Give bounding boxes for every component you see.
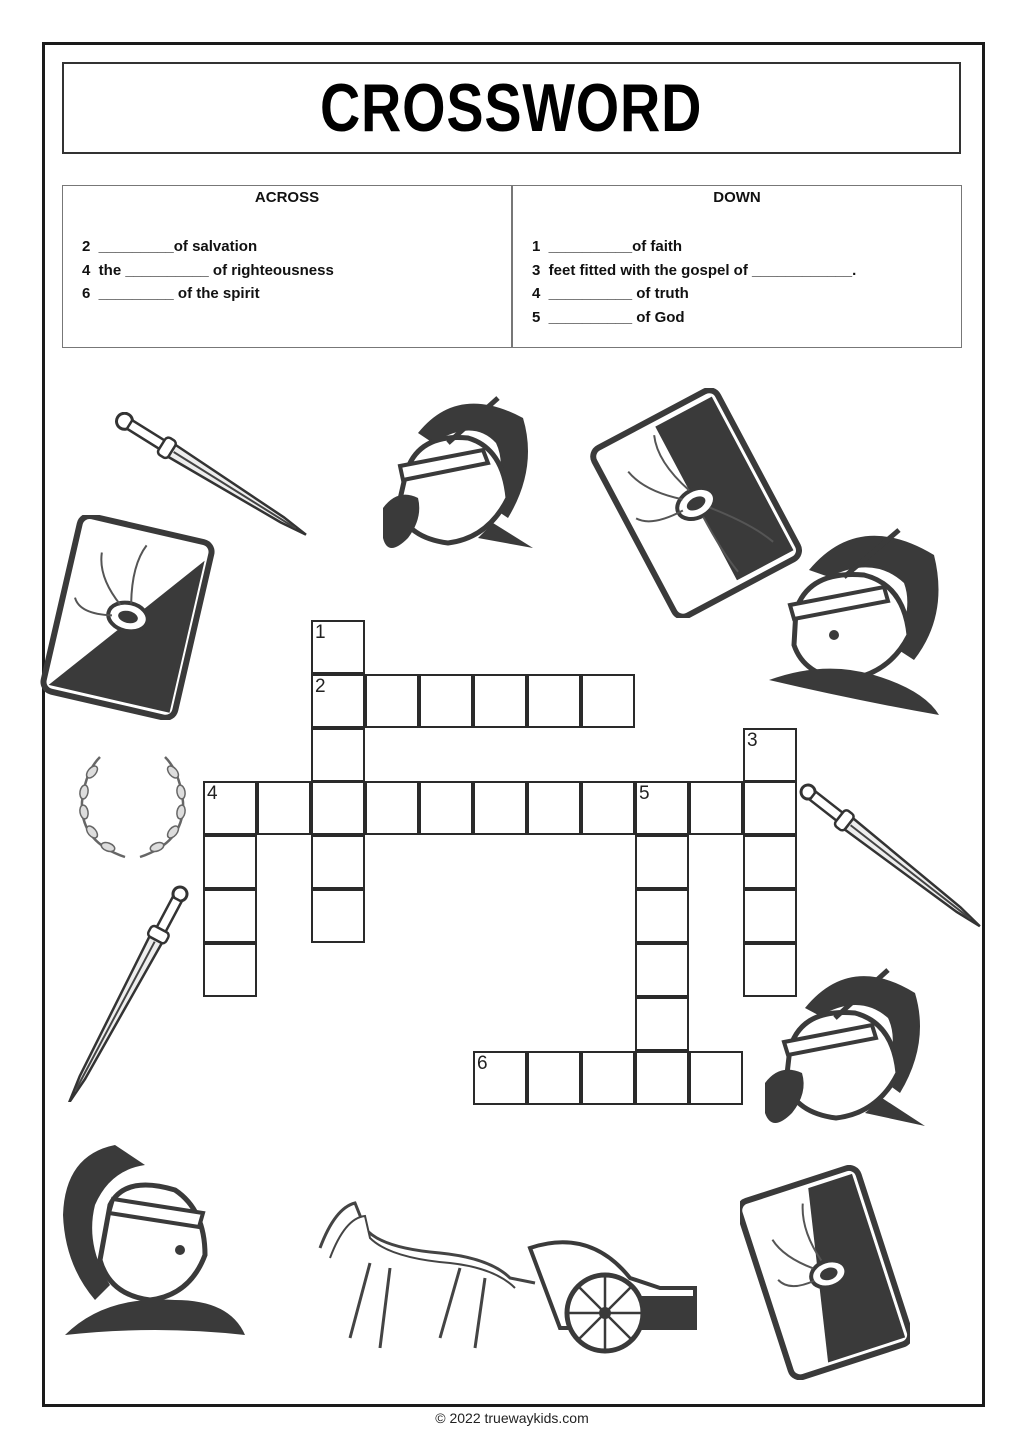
crossword-cell[interactable] [203,943,257,997]
crossword-cell[interactable] [311,781,365,835]
clue-down-1: 1 __________of faith [532,238,683,255]
sword-icon [68,882,198,1102]
shield-icon [740,1165,910,1380]
crossword-cell[interactable] [311,620,365,674]
clue-number: 2 [315,676,326,697]
crossword-cell[interactable] [365,781,419,835]
crossword-cell[interactable] [311,835,365,889]
crossword-cell[interactable] [635,997,689,1051]
clue-table [62,185,962,348]
crossword-cell[interactable] [311,889,365,943]
helmet-icon [378,388,538,563]
crossword-cell[interactable] [743,781,797,835]
soldier-icon [55,1135,250,1340]
crossword-cell[interactable] [743,728,797,782]
crossword-cell[interactable] [689,1051,743,1105]
clue-across-4: 4 the __________ of righteousness [82,261,334,279]
chariot-icon [310,1188,698,1358]
clue-number: 1 [315,622,326,643]
crossword-cell[interactable] [581,1051,635,1105]
clue-down-4: 4 __________ of truth [532,285,689,302]
crossword-cell[interactable] [527,781,581,835]
laurel-wreath-icon [70,752,195,862]
crossword-cell[interactable] [365,674,419,728]
crossword-cell[interactable] [635,943,689,997]
crossword-cell[interactable] [203,889,257,943]
crossword-cell[interactable] [743,943,797,997]
clue-down-5: 5 __________ of God [532,308,685,326]
clue-number: 6 [477,1053,488,1074]
clue-across-2: 2 _________of salvation [82,238,258,255]
crossword-cell[interactable] [473,1051,527,1105]
crossword-cell[interactable] [257,781,311,835]
crossword-cell[interactable] [419,781,473,835]
across-clue-list [82,235,334,306]
crossword-cell[interactable] [203,781,257,835]
crossword-cell[interactable] [311,728,365,782]
title-box [62,62,961,154]
crossword-cell[interactable] [635,781,689,835]
across-heading: ACROSS [254,189,320,206]
crossword-cell[interactable] [311,674,365,728]
crossword-cell[interactable] [419,674,473,728]
clue-across-6: 6 _________ of the spirit [82,285,260,302]
crossword-cell[interactable] [473,781,527,835]
crossword-cell[interactable] [527,1051,581,1105]
down-heading: DOWN [713,189,761,206]
clue-number: 4 [207,783,218,804]
copyright-footer: © 2022 truewaykids.com [435,1410,589,1426]
clue-number: 3 [747,730,758,751]
crossword-cell[interactable] [635,1051,689,1105]
clue-number: 5 [639,783,650,804]
shield-icon [40,515,215,720]
across-clues [63,186,513,347]
crossword-cell[interactable] [743,889,797,943]
page-title: CROSSWORD [320,70,703,146]
crossword-cell[interactable] [635,835,689,889]
crossword-cell[interactable] [473,674,527,728]
down-clue-list [532,235,856,329]
crossword-cell[interactable] [203,835,257,889]
crossword-cell[interactable] [743,835,797,889]
crossword-cell[interactable] [527,674,581,728]
crossword-cell[interactable] [581,781,635,835]
crossword-cell[interactable] [689,781,743,835]
clue-down-3: 3 feet fitted with the gospel of ____________. [532,261,857,279]
crossword-cell[interactable] [635,889,689,943]
soldier-icon [764,515,946,720]
sword-icon [792,780,982,945]
crossword-cell[interactable] [581,674,635,728]
down-clues [513,186,961,347]
